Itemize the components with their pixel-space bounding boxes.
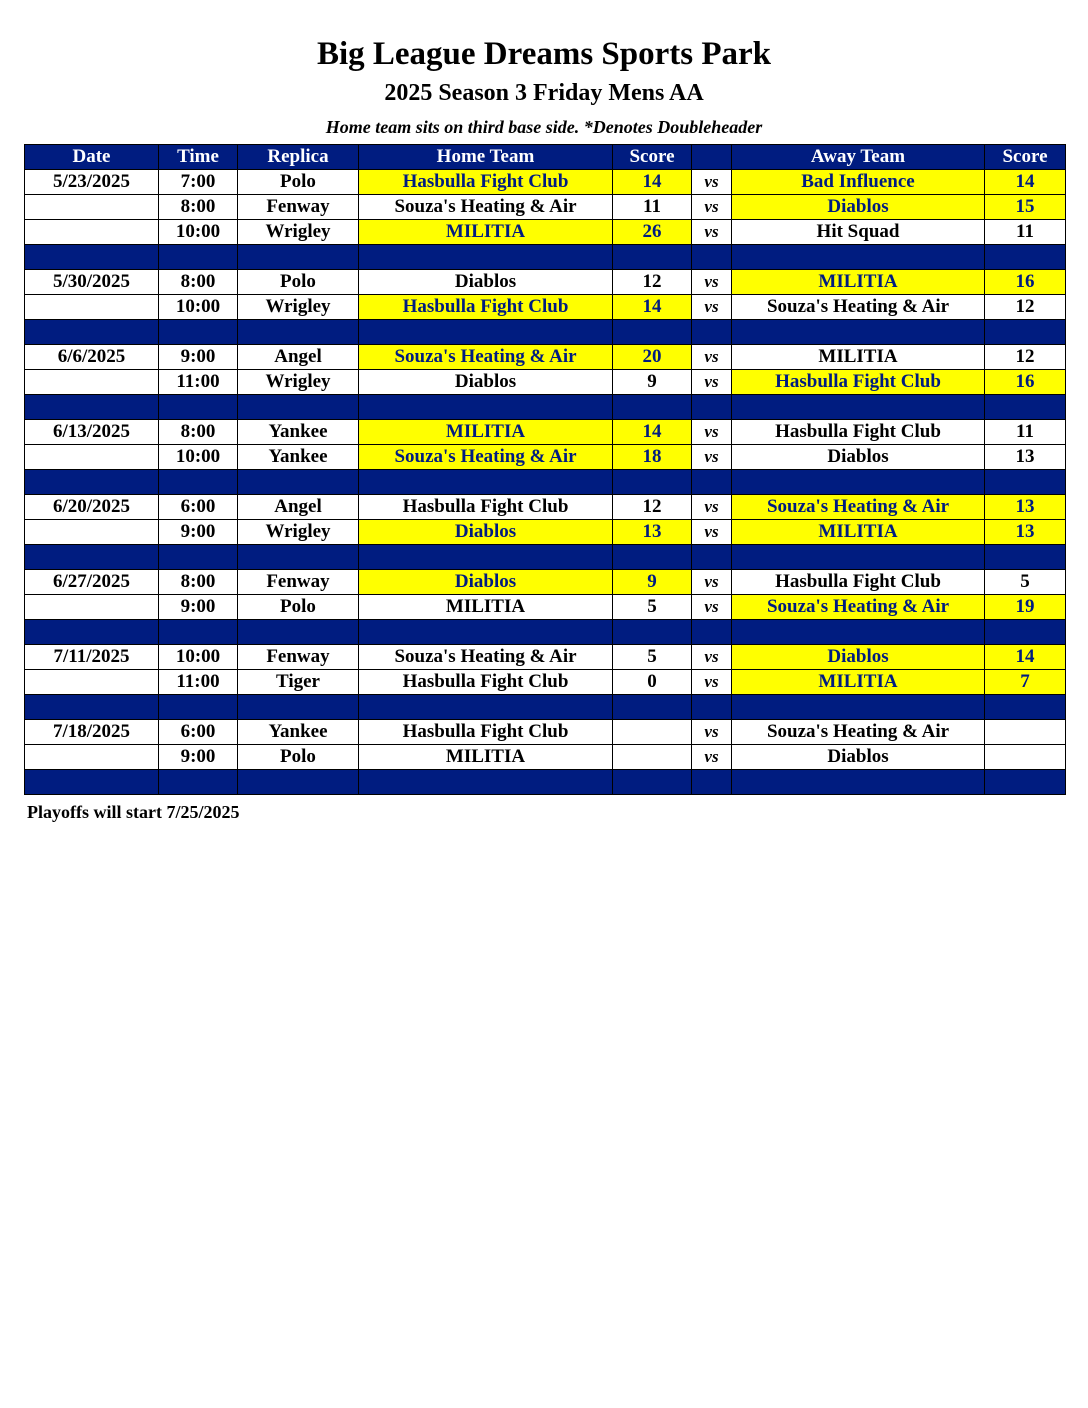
- table-row: [25, 220, 1066, 245]
- replica-cell: Tiger: [238, 670, 359, 695]
- separator-cell: [985, 320, 1066, 345]
- away-team-cell: MILITIA: [732, 520, 985, 545]
- col-time: Time: [159, 145, 238, 170]
- table-row: [25, 420, 1066, 445]
- separator-cell: [159, 770, 238, 795]
- time-cell: 8:00: [159, 270, 238, 295]
- home-score-cell: [613, 720, 692, 745]
- away-score-cell: 12: [985, 295, 1066, 320]
- home-score-cell: 18: [613, 445, 692, 470]
- home-score-cell: 5: [613, 595, 692, 620]
- time-cell: 9:00: [159, 345, 238, 370]
- away-team-cell: Souza's Heating & Air: [732, 595, 985, 620]
- separator-cell: [732, 470, 985, 495]
- replica-cell: Yankee: [238, 720, 359, 745]
- time-cell: 9:00: [159, 595, 238, 620]
- date-cell: 6/27/2025: [25, 570, 159, 595]
- separator-cell: [692, 695, 732, 720]
- date-cell: [25, 295, 159, 320]
- separator-cell: [613, 695, 692, 720]
- home-team-cell: Hasbulla Fight Club: [359, 495, 613, 520]
- away-team-cell: Diablos: [732, 745, 985, 770]
- away-score-cell: 13: [985, 520, 1066, 545]
- vs-cell: vs: [692, 745, 732, 770]
- replica-cell: Polo: [238, 745, 359, 770]
- date-cell: 5/30/2025: [25, 270, 159, 295]
- replica-cell: Yankee: [238, 445, 359, 470]
- home-score-cell: 5: [613, 645, 692, 670]
- home-score-cell: 11: [613, 195, 692, 220]
- home-score-cell: 12: [613, 495, 692, 520]
- away-team-cell: Bad Influence: [732, 170, 985, 195]
- time-cell: 10:00: [159, 220, 238, 245]
- date-cell: [25, 520, 159, 545]
- separator-cell: [25, 695, 159, 720]
- replica-cell: Polo: [238, 170, 359, 195]
- replica-cell: Fenway: [238, 645, 359, 670]
- time-cell: 10:00: [159, 445, 238, 470]
- vs-cell: vs: [692, 220, 732, 245]
- vs-cell: vs: [692, 295, 732, 320]
- away-score-cell: 7: [985, 670, 1066, 695]
- week-separator-row: [25, 395, 1066, 420]
- away-team-cell: Hasbulla Fight Club: [732, 370, 985, 395]
- away-score-cell: 19: [985, 595, 1066, 620]
- separator-cell: [25, 245, 159, 270]
- separator-cell: [985, 770, 1066, 795]
- date-cell: [25, 370, 159, 395]
- home-team-cell: Diablos: [359, 370, 613, 395]
- time-cell: 8:00: [159, 195, 238, 220]
- away-team-cell: Souza's Heating & Air: [732, 720, 985, 745]
- separator-cell: [692, 395, 732, 420]
- home-team-cell: Hasbulla Fight Club: [359, 670, 613, 695]
- replica-cell: Wrigley: [238, 220, 359, 245]
- date-cell: [25, 445, 159, 470]
- away-team-cell: Diablos: [732, 195, 985, 220]
- away-team-cell: Souza's Heating & Air: [732, 495, 985, 520]
- home-score-cell: [613, 745, 692, 770]
- home-team-cell: Hasbulla Fight Club: [359, 295, 613, 320]
- table-row: [25, 495, 1066, 520]
- date-cell: 7/11/2025: [25, 645, 159, 670]
- away-score-cell: 14: [985, 645, 1066, 670]
- separator-cell: [613, 620, 692, 645]
- separator-cell: [238, 320, 359, 345]
- table-row: [25, 570, 1066, 595]
- date-cell: 7/18/2025: [25, 720, 159, 745]
- separator-cell: [692, 545, 732, 570]
- away-score-cell: 16: [985, 270, 1066, 295]
- home-team-cell: MILITIA: [359, 745, 613, 770]
- date-cell: [25, 195, 159, 220]
- vs-cell: vs: [692, 570, 732, 595]
- time-cell: 6:00: [159, 495, 238, 520]
- separator-cell: [238, 545, 359, 570]
- separator-cell: [25, 395, 159, 420]
- table-row: [25, 520, 1066, 545]
- separator-cell: [159, 245, 238, 270]
- home-team-cell: Diablos: [359, 270, 613, 295]
- away-score-cell: 5: [985, 570, 1066, 595]
- separator-cell: [159, 620, 238, 645]
- away-score-cell: 14: [985, 170, 1066, 195]
- time-cell: 9:00: [159, 520, 238, 545]
- separator-cell: [985, 470, 1066, 495]
- separator-cell: [692, 470, 732, 495]
- home-team-cell: Souza's Heating & Air: [359, 645, 613, 670]
- week-separator-row: [25, 545, 1066, 570]
- time-cell: 11:00: [159, 370, 238, 395]
- separator-cell: [985, 695, 1066, 720]
- separator-cell: [985, 545, 1066, 570]
- playoffs-note: Playoffs will start 7/25/2025: [27, 802, 240, 822]
- separator-cell: [732, 620, 985, 645]
- date-cell: [25, 745, 159, 770]
- replica-cell: Fenway: [238, 195, 359, 220]
- separator-cell: [692, 620, 732, 645]
- home-team-cell: MILITIA: [359, 420, 613, 445]
- home-score-cell: 12: [613, 270, 692, 295]
- col-date: Date: [25, 145, 159, 170]
- replica-cell: Fenway: [238, 570, 359, 595]
- away-team-cell: Hasbulla Fight Club: [732, 420, 985, 445]
- col-away-score: Score: [985, 145, 1066, 170]
- table-row: [25, 720, 1066, 745]
- away-score-cell: 12: [985, 345, 1066, 370]
- table-row: [25, 170, 1066, 195]
- home-score-cell: 0: [613, 670, 692, 695]
- date-cell: 6/6/2025: [25, 345, 159, 370]
- separator-cell: [732, 395, 985, 420]
- home-team-cell: MILITIA: [359, 595, 613, 620]
- home-score-cell: 9: [613, 570, 692, 595]
- replica-cell: Wrigley: [238, 295, 359, 320]
- separator-cell: [732, 545, 985, 570]
- separator-cell: [238, 620, 359, 645]
- away-team-cell: MILITIA: [732, 670, 985, 695]
- separator-cell: [732, 320, 985, 345]
- separator-cell: [238, 770, 359, 795]
- separator-cell: [732, 245, 985, 270]
- separator-cell: [238, 245, 359, 270]
- home-team-cell: MILITIA: [359, 220, 613, 245]
- vs-cell: vs: [692, 345, 732, 370]
- vs-cell: vs: [692, 670, 732, 695]
- separator-cell: [238, 695, 359, 720]
- home-score-cell: 13: [613, 520, 692, 545]
- vs-cell: vs: [692, 270, 732, 295]
- separator-cell: [613, 470, 692, 495]
- away-team-cell: MILITIA: [732, 345, 985, 370]
- away-score-cell: 13: [985, 445, 1066, 470]
- separator-cell: [359, 695, 613, 720]
- replica-cell: Wrigley: [238, 520, 359, 545]
- col-home-score: Score: [613, 145, 692, 170]
- vs-cell: vs: [692, 720, 732, 745]
- away-score-cell: [985, 745, 1066, 770]
- date-cell: [25, 220, 159, 245]
- table-row: [25, 370, 1066, 395]
- time-cell: 9:00: [159, 745, 238, 770]
- week-separator-row: [25, 470, 1066, 495]
- away-score-cell: 16: [985, 370, 1066, 395]
- away-team-cell: Diablos: [732, 445, 985, 470]
- separator-cell: [732, 770, 985, 795]
- separator-cell: [25, 545, 159, 570]
- separator-cell: [613, 770, 692, 795]
- date-cell: 6/13/2025: [25, 420, 159, 445]
- vs-cell: vs: [692, 445, 732, 470]
- time-cell: 8:00: [159, 570, 238, 595]
- time-cell: 8:00: [159, 420, 238, 445]
- away-score-cell: 11: [985, 420, 1066, 445]
- vs-cell: vs: [692, 495, 732, 520]
- vs-cell: vs: [692, 595, 732, 620]
- home-team-cell: Diablos: [359, 570, 613, 595]
- table-row: [25, 295, 1066, 320]
- separator-cell: [692, 245, 732, 270]
- separator-cell: [359, 245, 613, 270]
- col-vs: [692, 145, 732, 170]
- away-team-cell: Souza's Heating & Air: [732, 295, 985, 320]
- table-row: [25, 345, 1066, 370]
- separator-cell: [238, 470, 359, 495]
- away-score-cell: 11: [985, 220, 1066, 245]
- away-score-cell: 13: [985, 495, 1066, 520]
- separator-cell: [159, 320, 238, 345]
- week-separator-row: [25, 770, 1066, 795]
- separator-cell: [985, 395, 1066, 420]
- time-cell: 7:00: [159, 170, 238, 195]
- home-score-cell: 14: [613, 420, 692, 445]
- home-team-cell: Diablos: [359, 520, 613, 545]
- home-team-note: Home team sits on third base side. *Denotes Doubleheader: [325, 117, 763, 137]
- away-team-cell: Diablos: [732, 645, 985, 670]
- col-home-team: Home Team: [359, 145, 613, 170]
- table-row: [25, 270, 1066, 295]
- col-replica: Replica: [238, 145, 359, 170]
- separator-cell: [159, 695, 238, 720]
- time-cell: 10:00: [159, 645, 238, 670]
- separator-cell: [985, 620, 1066, 645]
- col-away-team: Away Team: [732, 145, 985, 170]
- vs-cell: vs: [692, 645, 732, 670]
- replica-cell: Angel: [238, 345, 359, 370]
- home-team-cell: Souza's Heating & Air: [359, 445, 613, 470]
- vs-cell: vs: [692, 195, 732, 220]
- date-cell: 6/20/2025: [25, 495, 159, 520]
- page-title: Big League Dreams Sports Park: [316, 36, 772, 72]
- table-row: [25, 645, 1066, 670]
- separator-cell: [159, 470, 238, 495]
- schedule-table: [24, 144, 1066, 795]
- table-row: [25, 195, 1066, 220]
- week-separator-row: [25, 245, 1066, 270]
- replica-cell: Wrigley: [238, 370, 359, 395]
- date-cell: [25, 595, 159, 620]
- separator-cell: [692, 320, 732, 345]
- home-score-cell: 9: [613, 370, 692, 395]
- separator-cell: [613, 245, 692, 270]
- away-team-cell: Hasbulla Fight Club: [732, 570, 985, 595]
- replica-cell: Polo: [238, 595, 359, 620]
- week-separator-row: [25, 695, 1066, 720]
- date-cell: [25, 670, 159, 695]
- separator-cell: [613, 545, 692, 570]
- separator-cell: [25, 770, 159, 795]
- separator-cell: [613, 395, 692, 420]
- home-team-cell: Hasbulla Fight Club: [359, 720, 613, 745]
- separator-cell: [692, 770, 732, 795]
- time-cell: 10:00: [159, 295, 238, 320]
- separator-cell: [732, 695, 985, 720]
- away-score-cell: [985, 720, 1066, 745]
- time-cell: 6:00: [159, 720, 238, 745]
- separator-cell: [359, 320, 613, 345]
- separator-cell: [159, 395, 238, 420]
- vs-cell: vs: [692, 370, 732, 395]
- season-subtitle: 2025 Season 3 Friday Mens AA: [384, 80, 704, 106]
- table-row: [25, 445, 1066, 470]
- home-score-cell: 14: [613, 295, 692, 320]
- separator-cell: [25, 320, 159, 345]
- header-row: [25, 145, 1066, 170]
- home-team-cell: Souza's Heating & Air: [359, 345, 613, 370]
- schedule-body: [25, 170, 1066, 795]
- separator-cell: [25, 470, 159, 495]
- vs-cell: vs: [692, 520, 732, 545]
- home-score-cell: 14: [613, 170, 692, 195]
- replica-cell: Yankee: [238, 420, 359, 445]
- separator-cell: [238, 395, 359, 420]
- separator-cell: [359, 770, 613, 795]
- separator-cell: [613, 320, 692, 345]
- separator-cell: [359, 395, 613, 420]
- week-separator-row: [25, 320, 1066, 345]
- table-row: [25, 670, 1066, 695]
- away-score-cell: 15: [985, 195, 1066, 220]
- separator-cell: [359, 545, 613, 570]
- date-cell: 5/23/2025: [25, 170, 159, 195]
- separator-cell: [359, 620, 613, 645]
- vs-cell: vs: [692, 420, 732, 445]
- table-row: [25, 745, 1066, 770]
- separator-cell: [25, 620, 159, 645]
- separator-cell: [159, 545, 238, 570]
- vs-cell: vs: [692, 170, 732, 195]
- replica-cell: Polo: [238, 270, 359, 295]
- separator-cell: [985, 245, 1066, 270]
- home-score-cell: 26: [613, 220, 692, 245]
- home-team-cell: Souza's Heating & Air: [359, 195, 613, 220]
- separator-cell: [359, 470, 613, 495]
- time-cell: 11:00: [159, 670, 238, 695]
- away-team-cell: Hit Squad: [732, 220, 985, 245]
- home-team-cell: Hasbulla Fight Club: [359, 170, 613, 195]
- away-team-cell: MILITIA: [732, 270, 985, 295]
- table-row: [25, 595, 1066, 620]
- replica-cell: Angel: [238, 495, 359, 520]
- week-separator-row: [25, 620, 1066, 645]
- home-score-cell: 20: [613, 345, 692, 370]
